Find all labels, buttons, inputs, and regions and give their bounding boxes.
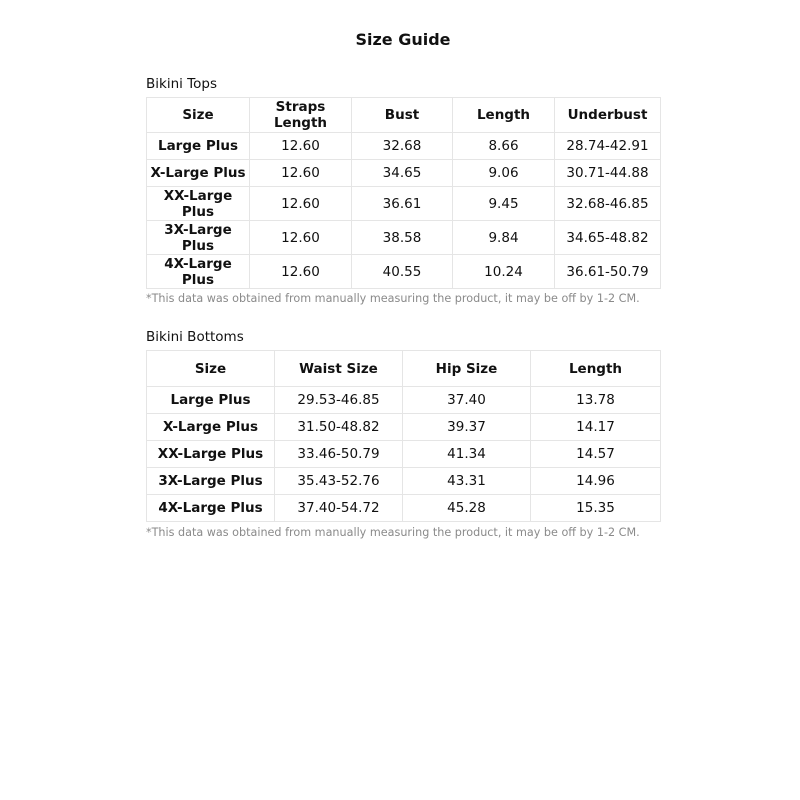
table-cell: 12.60 [250,133,352,160]
table-cell: 37.40 [403,387,531,414]
table-cell: 13.78 [531,387,661,414]
table-row [147,133,661,160]
table-cell: 34.65 [352,160,453,187]
table-cell: 29.53-46.85 [275,387,403,414]
size-cell: Large Plus [147,133,250,160]
table-cell: 32.68-46.85 [555,187,661,221]
size-cell: Large Plus [147,387,275,414]
size-cell: X-Large Plus [147,160,250,187]
table-cell: 40.55 [352,255,453,289]
table-cell: 33.46-50.79 [275,441,403,468]
table-row [147,414,661,441]
table-row [147,187,661,221]
table-cell: 12.60 [250,187,352,221]
tops-header-straps-length: Straps Length [250,98,352,133]
table-cell: 12.60 [250,221,352,255]
table-cell: 30.71-44.88 [555,160,661,187]
table-cell: 28.74-42.91 [555,133,661,160]
tops-section-label: Bikini Tops [146,76,217,92]
table-cell: 43.31 [403,468,531,495]
table-cell: 9.06 [453,160,555,187]
tops-header-bust: Bust [352,98,453,133]
tops-header-row [147,98,661,133]
table-row [147,387,661,414]
size-cell: XX-Large Plus [147,187,250,221]
size-cell: 4X-Large Plus [147,255,250,289]
table-cell: 14.17 [531,414,661,441]
page-title: Size Guide [355,30,451,49]
size-cell: XX-Large Plus [147,441,275,468]
table-cell: 31.50-48.82 [275,414,403,441]
size-cell: 3X-Large Plus [147,221,250,255]
table-cell: 32.68 [352,133,453,160]
table-cell: 34.65-48.82 [555,221,661,255]
table-cell: 12.60 [250,255,352,289]
size-cell: 3X-Large Plus [147,468,275,495]
table-cell: 14.57 [531,441,661,468]
size-cell: 4X-Large Plus [147,495,275,522]
table-row [147,160,661,187]
bottoms-header-waist-size: Waist Size [275,351,403,387]
size-cell: X-Large Plus [147,414,275,441]
bottoms-header-size: Size [147,351,275,387]
tops-size-table [146,97,661,289]
table-row [147,495,661,522]
table-row [147,255,661,289]
table-cell: 36.61-50.79 [555,255,661,289]
table-cell: 37.40-54.72 [275,495,403,522]
table-cell: 45.28 [403,495,531,522]
table-cell: 8.66 [453,133,555,160]
tops-header-size: Size [147,98,250,133]
table-cell: 10.24 [453,255,555,289]
table-cell: 9.45 [453,187,555,221]
table-row [147,441,661,468]
table-cell: 41.34 [403,441,531,468]
bottoms-header-hip-size: Hip Size [403,351,531,387]
bottoms-size-table [146,350,661,522]
table-row [147,468,661,495]
table-row [147,221,661,255]
tops-header-length: Length [453,98,555,133]
tops-header-underbust: Underbust [555,98,661,133]
tops-measurement-note: *This data was obtained from manually measuring the product, it may be off by 1-2 CM. [146,292,640,305]
table-cell: 9.84 [453,221,555,255]
table-cell: 12.60 [250,160,352,187]
table-cell: 15.35 [531,495,661,522]
table-cell: 39.37 [403,414,531,441]
bottoms-measurement-note: *This data was obtained from manually measuring the product, it may be off by 1-2 CM. [146,526,640,539]
table-cell: 14.96 [531,468,661,495]
bottoms-header-row [147,351,661,387]
bottoms-header-length: Length [531,351,661,387]
bottoms-section-label: Bikini Bottoms [146,329,244,345]
table-cell: 35.43-52.76 [275,468,403,495]
table-cell: 38.58 [352,221,453,255]
table-cell: 36.61 [352,187,453,221]
